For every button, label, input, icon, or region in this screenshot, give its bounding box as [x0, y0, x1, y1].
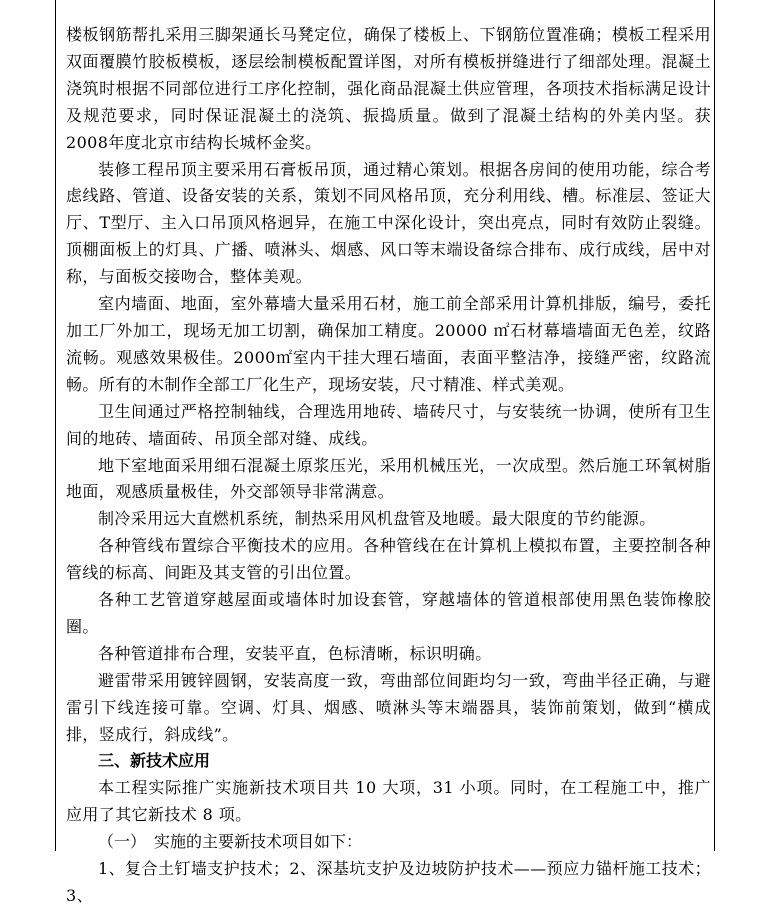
section-heading: 三、新技术应用: [98, 751, 211, 771]
list-line-tech-items: 1、复合土钉墙支护技术；2、深基坑支护及边坡防护技术——预应力锚杆施工技术；3、: [66, 859, 711, 905]
paragraph-lightning: 避雷带采用镀锌圆钢，安装高度一致，弯曲部位间距均匀一致，弯曲半径正确，与避雷引下线连接可靠。空调、灯具、烟感、喷淋头等末端器具，装饰前策划，做到“横成排，竖成行，斜成线”。: [66, 670, 711, 744]
paragraph-pipe-arrangement: 各种管道排布合理，安装平直，色标清晰，标识明确。: [98, 643, 492, 663]
paragraph-basement-floor: 地下室地面采用细石混凝土原浆压光，采用机械压光，一次成型。然后施工环氧树脂地面，观感质量极佳，外交部领导非常满意。: [66, 455, 711, 502]
document-body: [66, 22, 711, 910]
paragraph-bathroom: 卫生间通过严格控制轴线，合理选用地砖、墙砖尺寸，与安装统一协调，使所有卫生间的地砖、墙面砖、吊顶全部对缝、成线。: [66, 401, 711, 448]
paragraph-pipeline-layout: 各种管线布置综合平衡技术的应用。各种管线在在计算机上模拟布置，主要控制各种管线的标高、间距及其支管的引出位置。: [66, 536, 711, 583]
paragraph-hvac: 制冷采用远大直燃机系统，制热采用风机盘管及地暖。最大限度的节约能源。: [98, 509, 656, 529]
paragraph-ceiling: 装修工程吊顶主要采用石膏板吊顶，通过精心策划。根据各房间的使用功能，综合考虑线路、管道、设备安装的关系，策划不同风格吊顶，充分利用线、槽。标准层、签证大厅、T型厅、主入口吊顶风格迥异，在施工中深化设计，突出亮点，同时有效防止裂缝。顶棚面板上的灯具、广播、喷淋头、烟感、风口等末端设备综合排布、成行成线，居中对称，与面板交接吻合，整体美观。: [66, 159, 711, 287]
paragraph-pipe-sleeves: 各种工艺管道穿越屋面或墙体时加设套管，穿越墙体的管道根部使用黑色装饰橡胶圈。: [66, 590, 711, 636]
paragraph-floor-rebar: 楼板钢筋帮扎采用三脚架通长马凳定位，确保了楼板上、下钢筋位置准确；模板工程采用双面覆膜竹胶板模板，逐层绘制模板配置详图，对所有模板拼缝进行了细部处理。混凝土浇筑时根据不同部位进行工序化控制，强化商品混凝土供应管理，各项技术指标满足设计及规范要求，同时保证混凝土的浇筑、振捣质量。做到了混凝土结构的外美内坚。获2008年度北京市结构长城杯金奖。: [66, 25, 711, 152]
paragraph-stone-walls: 室内墙面、地面，室外幕墙大量采用石材，施工前全部采用计算机排版，编号，委托加工厂外加工，现场无加工切割，确保加工精度。20000 ㎡石材幕墙墙面无色差，纹路流畅。观感效果极佳。2000㎡室内干挂大理石墙面，表面平整洁净，接缝严密，纹路流畅。所有的木制作全部工厂化生产，现场安装，尺寸精准、样式美观。: [66, 294, 711, 394]
subheading-main-items: （一） 实施的主要新技术项目如下：: [98, 832, 363, 852]
paragraph-new-tech-summary: 本工程实际推广实施新技术项目共 10 大项，31 小项。同时，在工程施工中，推广应用了其它新技术 8 项。: [66, 778, 711, 825]
